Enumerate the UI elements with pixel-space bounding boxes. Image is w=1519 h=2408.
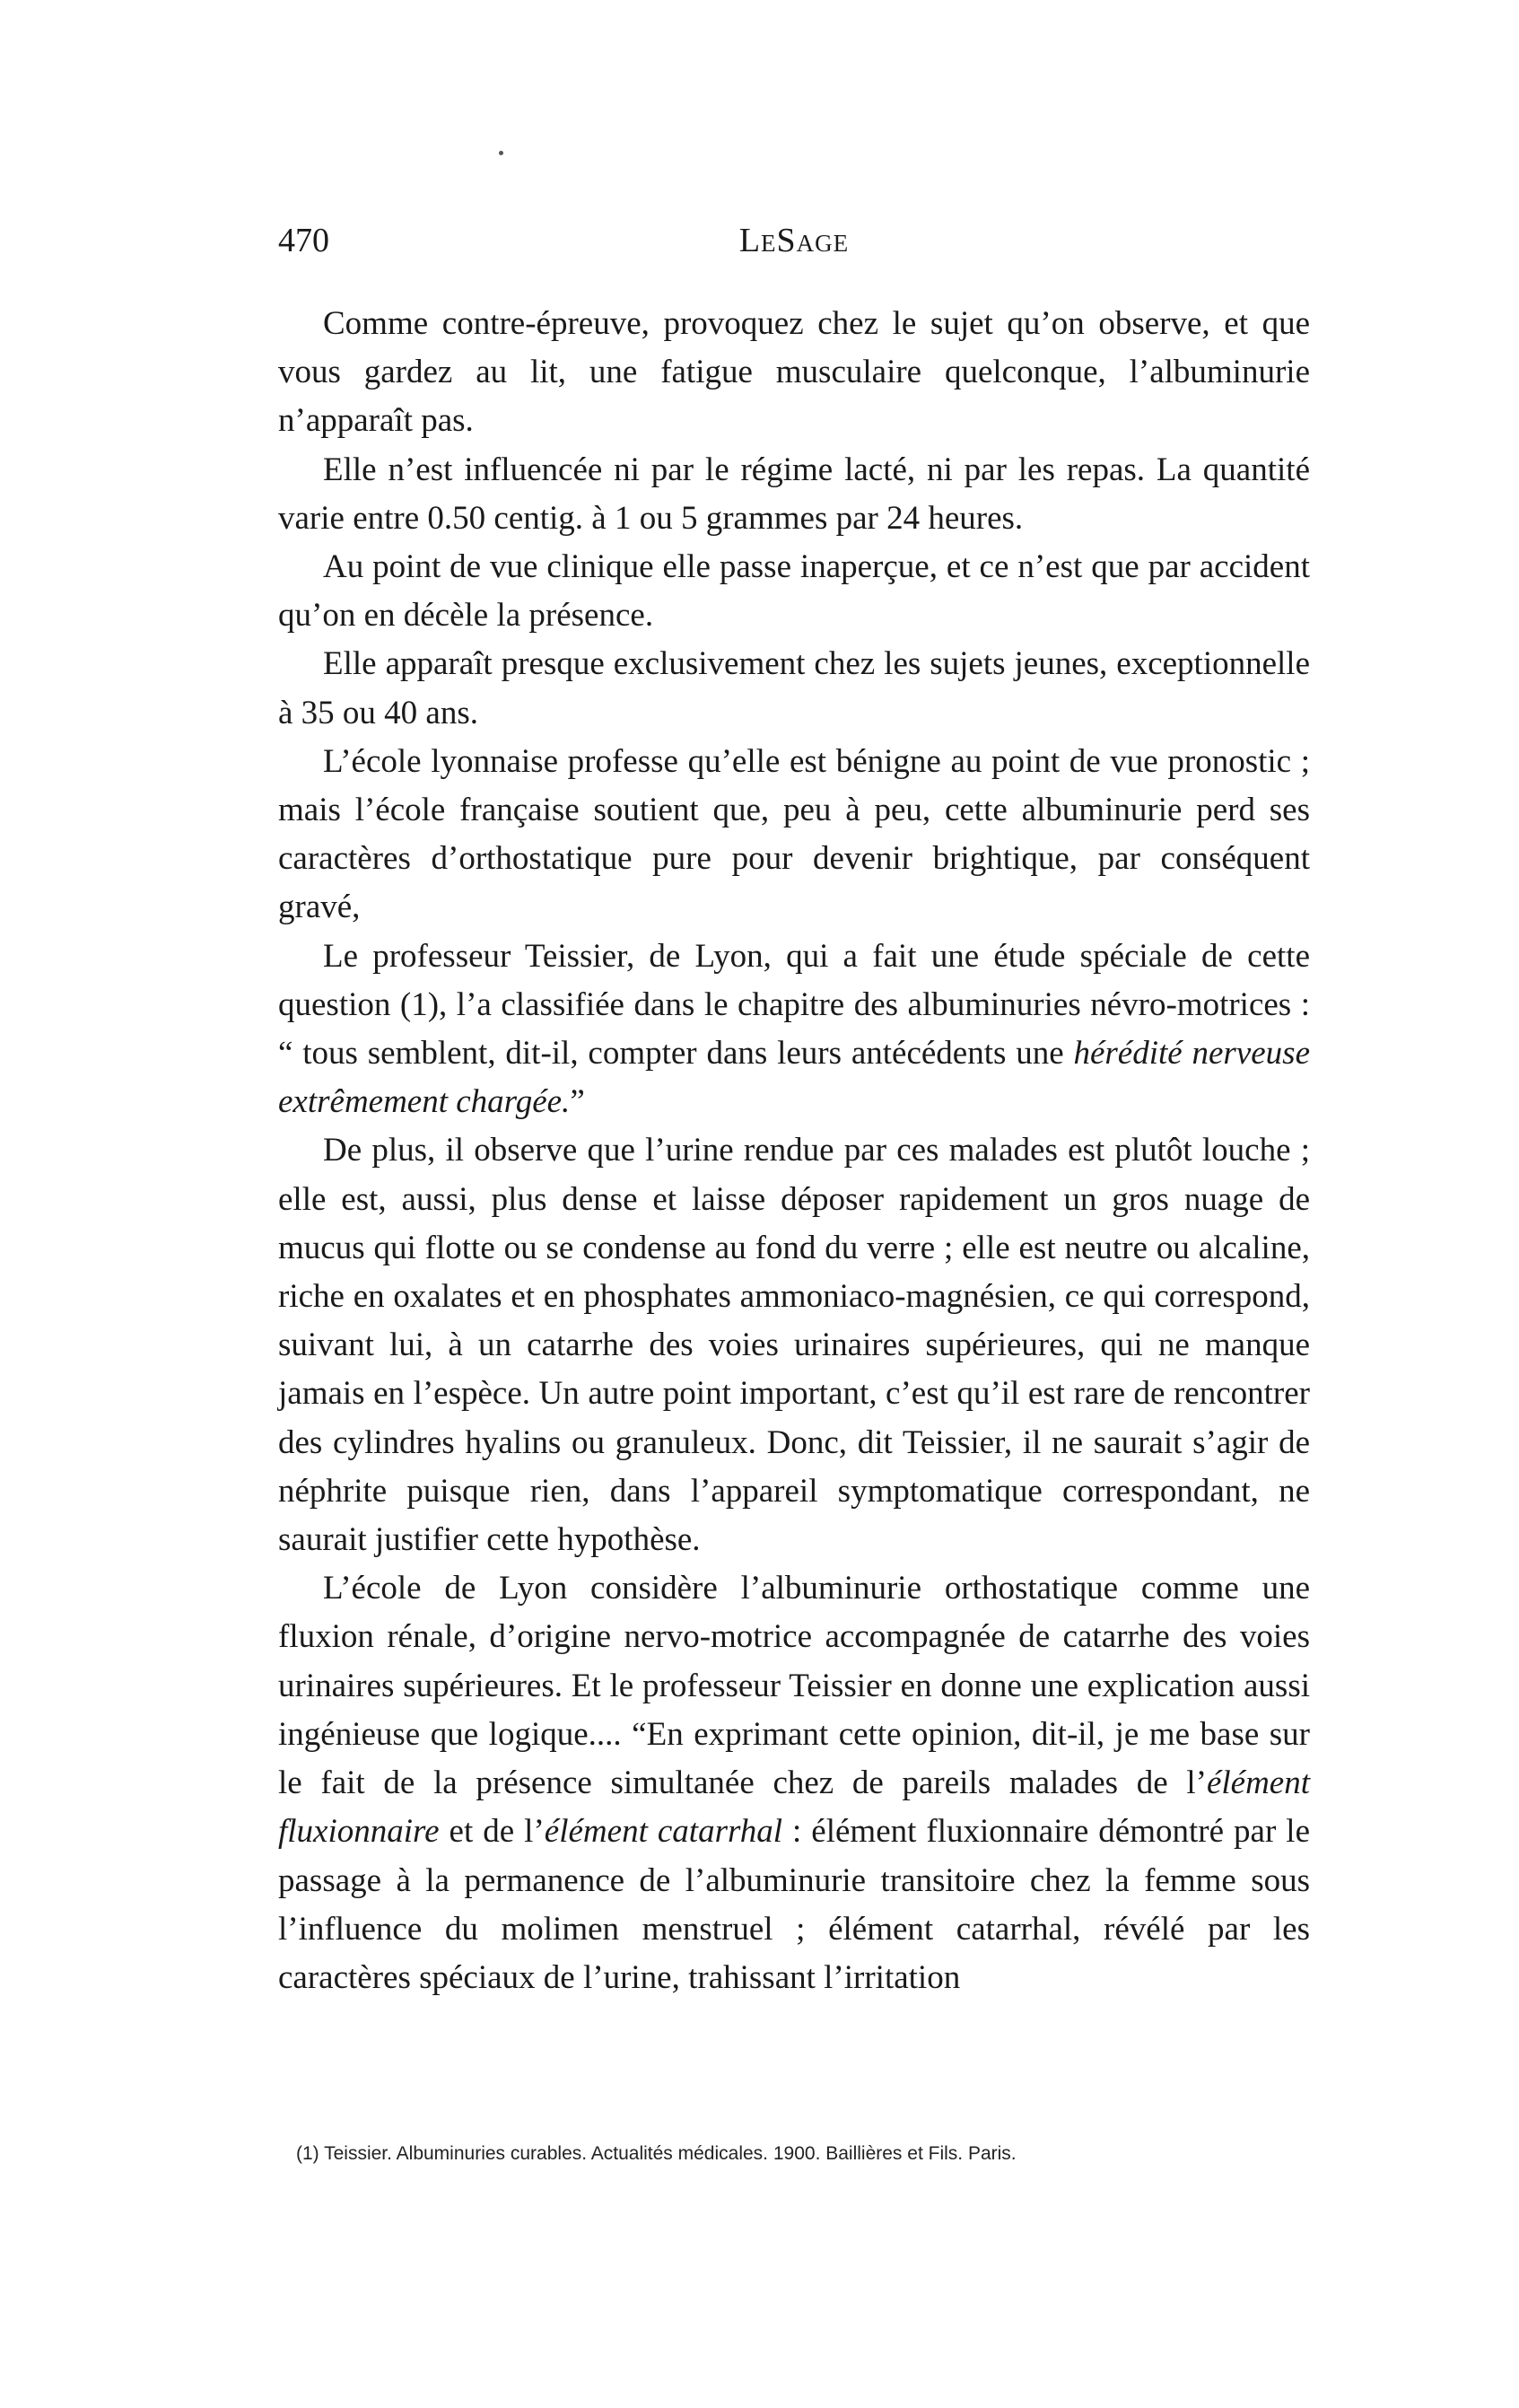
running-title: LeSage (738, 222, 850, 259)
paragraph-teissier (278, 933, 1310, 1127)
paragraph-text: ” (570, 1083, 585, 1121)
italic-phrase: élément fluxionnaire (278, 1764, 1310, 1851)
paragraph-lyon-school (278, 1564, 1310, 2002)
paragraph-text: Elle apparaît presque exclusivement chez les sujets jeunes, exceptionnelle à 35 ou 40 ans. (278, 645, 1310, 731)
paragraph-text: Le professeur Teissier, de Lyon, qui a fait une étude spéciale de cette question (1), l’a classifiée dans le chapitre des albuminuries névro-motrices : “ tous semblent, dit-il, compter dans leurs antécédents une (278, 937, 1310, 1073)
paragraph-diet-quantity (278, 446, 1310, 543)
footnote: (1) Teissier. Albuminuries curables. Actualités médicales. 1900. Baillières et Fils. Paris. (296, 2143, 1017, 2164)
paragraph-text: Comme contre-épreuve, provoquez chez le sujet qu’on observe, et que vous gardez au lit, une fatigue musculaire quelconque, l’albuminurie n’apparaît pas. (278, 305, 1310, 440)
paragraph-counter-test (278, 300, 1310, 446)
paragraph-clinical (278, 543, 1310, 640)
paragraph-urine (278, 1126, 1310, 1564)
paragraph-text: De plus, il observe que l’urine rendue par ces malades est plutôt louche ; elle est, aussi, plus dense et laisse déposer rapidement un gros nuage de mucus qui flotte ou se condense au fond du verre ; elle est neutre ou alcaline, riche en oxalates et en phosphates ammoniaco-magnésien, ce qui correspond, suivant lui, à un catarrhe des voies urinaires supérieures, qui ne manque jamais en l’espèce. Un autre point important, c’est qu’il est rare de rencontrer des cylindres hyalins ou granuleux. Donc, dit Teissier, il ne saurait s’agir de néphrite puisque rien, dans l’appareil symptomatique correspondant, ne saurait justifier cette hypothèse. (278, 1132, 1310, 1559)
paragraph-text: Au point de vue clinique elle passe inaperçue, et ce n’est que par accident qu’on en décèle la présence. (278, 548, 1310, 635)
print-speck (499, 151, 503, 155)
paragraph-prognosis (278, 738, 1310, 933)
body-text (278, 300, 1310, 2002)
paragraph-text: L’école de Lyon considère l’albuminurie orthostatique comme une fluxion rénale, d’origine nervo-motrice accompagnée de catarrhe des voies urinaires supérieures. Et le professeur Teissier en donne une explication aussi ingénieuse que logique.... “En exprimant cette opinion, dit-il, je me base sur le fait de la présence simultanée chez de pareils malades de l’ (278, 1570, 1310, 1802)
page-number: 470 (278, 222, 329, 259)
italic-phrase: hérédité nerveuse extrêmement chargée. (278, 1035, 1311, 1121)
paragraph-text: et de l’ (439, 1813, 545, 1851)
page-header (278, 214, 1310, 267)
paragraph-text: : élément fluxionnaire démontré par le passage à la permanence de l’albuminurie transitoire chez la femme sous l’influence du molimen menstruel ; élément catarrhal, révélé par les caractères spéciaux de l’urine, trahissant l’irritation (278, 1813, 1310, 1996)
paragraph-age (278, 640, 1310, 737)
paragraph-text: L’école lyonnaise professe qu’elle est bénigne au point de vue pronostic ; mais l’école française soutient que, peu à peu, cette albuminurie perd ses caractères d’orthostatique pure pour devenir brightique, par conséquent gravé, (278, 742, 1310, 926)
paragraph-text: Elle n’est influencée ni par le régime lacté, ni par les repas. La quantité varie entre 0.50 centig. à 1 ou 5 grammes par 24 heures. (278, 451, 1310, 537)
italic-phrase: élément catarrhal (544, 1813, 782, 1851)
